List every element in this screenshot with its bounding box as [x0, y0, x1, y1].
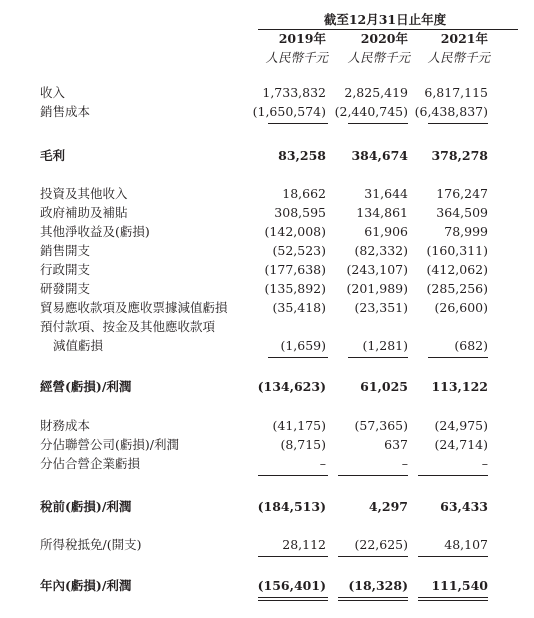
- value-2021: (160,311): [426, 243, 488, 258]
- value-2019: 1,733,832: [262, 85, 326, 100]
- unit-header-2019: 人民幣千元: [265, 50, 328, 65]
- value-2021: (6,438,837): [414, 104, 488, 119]
- subtotal-rule: [428, 357, 488, 358]
- value-2020: (243,107): [346, 262, 408, 277]
- row-rd-expenses: [0, 280, 534, 298]
- value-2020: 2,825,419: [344, 85, 408, 100]
- subtotal-rule: [428, 123, 488, 124]
- value-2019: 83,258: [278, 148, 326, 163]
- row-label: 收入: [40, 85, 66, 100]
- value-2021: 48,107: [444, 537, 488, 552]
- value-2019: (135,892): [264, 281, 326, 296]
- row-profit-for-year: [0, 577, 534, 595]
- subtotal-rule: [268, 357, 328, 358]
- subtotal-rule: [418, 556, 488, 557]
- unit-header-2020: 人民幣千元: [347, 50, 410, 65]
- period-header: [250, 10, 520, 28]
- value-2020: 4,297: [368, 499, 408, 514]
- total-double-rule: [338, 597, 408, 598]
- row-label: 分佔聯營公司(虧損)/利潤: [40, 437, 179, 452]
- total-double-rule: [338, 600, 408, 601]
- total-double-rule: [258, 600, 328, 601]
- row-share-of-joint-ventures: [0, 455, 534, 473]
- value-2021: (24,714): [434, 437, 488, 452]
- row-label: 分佔合營企業虧損: [40, 456, 141, 471]
- value-2020: –: [401, 456, 408, 471]
- row-label: 所得稅抵免/(開支): [40, 537, 142, 552]
- year-header-2019: 2019年: [278, 31, 326, 46]
- subtotal-rule: [418, 475, 488, 476]
- value-2021: 63,433: [440, 499, 488, 514]
- subtotal-rule: [348, 357, 408, 358]
- value-2021: (682): [454, 338, 488, 353]
- row-label: 研發開支: [40, 281, 91, 296]
- value-2021: 378,278: [431, 148, 488, 163]
- value-2019: (8,715): [280, 437, 326, 452]
- subtotal-rule: [258, 475, 328, 476]
- subtotal-rule: [338, 475, 408, 476]
- value-2021: 176,247: [436, 186, 488, 201]
- value-2020: (23,351): [354, 300, 408, 315]
- row-label: 行政開支: [40, 262, 91, 277]
- value-2019: (184,513): [257, 499, 326, 514]
- row-revenue: [0, 84, 534, 102]
- value-2019: –: [319, 456, 326, 471]
- row-label: 經營(虧損)/利潤: [40, 379, 132, 394]
- value-2019: (35,418): [272, 300, 326, 315]
- value-2020: 61,025: [360, 379, 408, 394]
- value-2020: (1,281): [362, 338, 408, 353]
- value-2020: (82,332): [354, 243, 408, 258]
- value-2020: 61,906: [364, 224, 408, 239]
- value-2019: 308,595: [274, 205, 326, 220]
- row-label: 貿易應收款項及應收票據減值虧損: [40, 300, 228, 315]
- row-gross-profit: [0, 147, 534, 165]
- row-government-grants: [0, 204, 534, 222]
- year-header-2020: 2020年: [360, 31, 408, 46]
- value-2019: (156,401): [257, 578, 326, 593]
- subtotal-rule: [338, 556, 408, 557]
- row-label: 銷售開支: [40, 243, 91, 258]
- row-label: 稅前(虧損)/利潤: [40, 499, 132, 514]
- value-2019: 18,662: [282, 186, 326, 201]
- row-finance-costs: [0, 417, 534, 435]
- value-2019: (52,523): [272, 243, 326, 258]
- row-investment-income: [0, 185, 534, 203]
- value-2020: (57,365): [354, 418, 408, 433]
- row-pre-tax-result: [0, 498, 534, 516]
- row-label: 減值虧損: [53, 338, 104, 353]
- row-label: 預付款項、按金及其他應收款項: [40, 319, 216, 334]
- value-2020: (18,328): [348, 578, 408, 593]
- value-2019: (134,623): [257, 379, 326, 394]
- value-2021: (26,600): [434, 300, 488, 315]
- value-2019: (142,008): [264, 224, 326, 239]
- value-2020: 134,861: [356, 205, 408, 220]
- row-label: 政府補助及補貼: [40, 205, 128, 220]
- row-prepayments-impairment: [0, 337, 534, 355]
- row-cost-of-sales: [0, 103, 534, 121]
- row-selling-expenses: [0, 242, 534, 260]
- value-2021: (285,256): [426, 281, 488, 296]
- unit-header-2021: 人民幣千元: [427, 50, 490, 65]
- row-label: 投資及其他收入: [40, 186, 128, 201]
- subtotal-rule: [258, 556, 328, 557]
- value-2019: (1,659): [280, 338, 326, 353]
- value-2019: (41,175): [272, 418, 326, 433]
- row-admin-expenses: [0, 261, 534, 279]
- value-2020: (22,625): [354, 537, 408, 552]
- value-2020: (2,440,745): [334, 104, 408, 119]
- value-2020: 637: [384, 437, 408, 452]
- value-2021: –: [481, 456, 488, 471]
- row-income-tax: [0, 536, 534, 554]
- total-double-rule: [258, 597, 328, 598]
- row-label: 毛利: [40, 148, 66, 163]
- value-2021: (412,062): [426, 262, 488, 277]
- row-label: 財務成本: [40, 418, 91, 433]
- value-2020: (201,989): [346, 281, 408, 296]
- subtotal-rule: [348, 123, 408, 124]
- value-2021: 78,999: [444, 224, 488, 239]
- value-2021: 364,509: [436, 205, 488, 220]
- row-label: 其他淨收益及(虧損): [40, 224, 150, 239]
- value-2021: 111,540: [431, 578, 488, 593]
- period-header-text: 截至12月31日止年度: [323, 12, 447, 27]
- total-double-rule: [418, 597, 488, 598]
- year-header-2021: 2021年: [440, 31, 488, 46]
- row-trade-receivables-impairment: [0, 299, 534, 317]
- row-label: 銷售成本: [40, 104, 91, 119]
- value-2021: (24,975): [434, 418, 488, 433]
- value-2021: 113,122: [431, 379, 488, 394]
- value-2019: (177,638): [264, 262, 326, 277]
- total-double-rule: [418, 600, 488, 601]
- row-other-net-gains: [0, 223, 534, 241]
- subtotal-rule: [268, 123, 328, 124]
- value-2021: 6,817,115: [424, 85, 488, 100]
- row-operating-result: [0, 378, 534, 396]
- value-2019: (1,650,574): [252, 104, 326, 119]
- row-prepayments-heading: [0, 318, 534, 336]
- value-2020: 31,644: [364, 186, 408, 201]
- value-2019: 28,112: [282, 537, 326, 552]
- row-label: 年內(虧損)/利潤: [40, 578, 132, 593]
- row-share-of-associates: [0, 436, 534, 454]
- value-2020: 384,674: [351, 148, 408, 163]
